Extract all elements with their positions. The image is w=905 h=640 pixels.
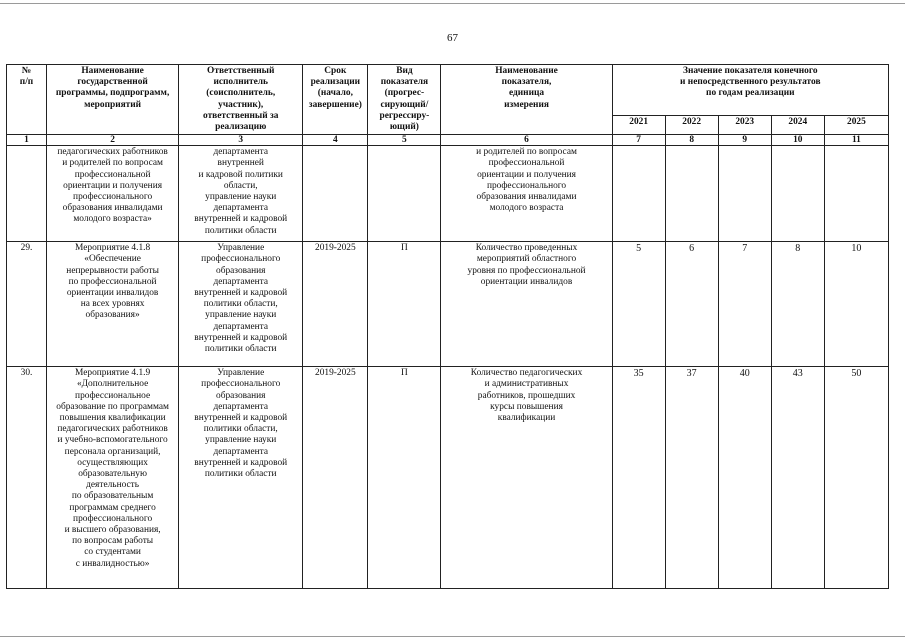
header-year: 2024 [771, 115, 824, 135]
row-responsible: Управление профессионального образования департамента внутренней и кадровой политики области, управление науки департамента внутренней и кадровой политики области [179, 242, 303, 367]
row-value: 50 [824, 367, 888, 589]
row-program-name: Мероприятие 4.1.8 «Обеспечение непрерывности работы по профессиональной ориентации инвалидов на всех уровнях образования» [47, 242, 179, 367]
header-responsible: Ответственный исполнитель (соисполнитель, участник), ответственный за реализацию [179, 65, 303, 135]
header-year: 2021 [612, 115, 665, 135]
row-period: 2019-2025 [303, 242, 368, 367]
row-value: 40 [718, 367, 771, 589]
column-number: 9 [718, 135, 771, 146]
row-program-name: Мероприятие 4.1.9 «Дополнительное профессиональное образование по программам повышения квалификации педагогических работников и учебно-вспомогательного персонала организаций, осуществляющих образовательную деятельность по образовательным программам среднего профессионального и высшего образования, по вопросам работы со студентами с инвалидностью» [47, 367, 179, 589]
page-number: 67 [447, 32, 458, 44]
table-row [7, 146, 889, 242]
header-values-group: Значение показателя конечного и непосредственного результатов по годам реализации [612, 65, 888, 116]
row-value: 8 [771, 242, 824, 367]
row-indicator-kind: П [368, 242, 441, 367]
column-number: 3 [179, 135, 303, 146]
column-number: 10 [771, 135, 824, 146]
row-value [824, 146, 888, 242]
row-responsible: департамента внутренней и кадровой политики области, управление науки департамента внутренней и кадровой политики области [179, 146, 303, 242]
column-number: 6 [441, 135, 612, 146]
header-year: 2023 [718, 115, 771, 135]
table-row [7, 367, 889, 589]
bottom-scan-edge [0, 636, 905, 637]
row-value: 35 [612, 367, 665, 589]
column-number: 11 [824, 135, 888, 146]
row-indicator-name: и родителей по вопросам профессиональной ориентации и получения профессионального образования инвалидами молодого возраста [441, 146, 612, 242]
column-numbers-row [7, 135, 889, 146]
row-value [612, 146, 665, 242]
header-indicator-name: Наименование показателя, единица измерения [441, 65, 612, 135]
row-indicator-kind: П [368, 367, 441, 589]
row-responsible: Управление профессионального образования департамента внутренней и кадровой политики области, управление науки департамента внутренней и кадровой политики области [179, 367, 303, 589]
row-indicator-kind [368, 146, 441, 242]
header-period: Срок реализации (начало, завершение) [303, 65, 368, 135]
header-row [7, 65, 889, 116]
header-indicator-kind: Вид показателя (прогрес- сирующий/ регрессиру- ющий) [368, 65, 441, 135]
column-number: 8 [665, 135, 718, 146]
row-program-name: педагогических работников и родителей по вопросам профессиональной ориентации и получения профессионального образования инвалидами молодого возраста» [47, 146, 179, 242]
row-value: 43 [771, 367, 824, 589]
row-value: 7 [718, 242, 771, 367]
row-value [665, 146, 718, 242]
column-number: 2 [47, 135, 179, 146]
row-value: 10 [824, 242, 888, 367]
row-number [7, 146, 47, 242]
row-number: 30. [7, 367, 47, 589]
row-value [718, 146, 771, 242]
column-number: 5 [368, 135, 441, 146]
header-year: 2025 [824, 115, 888, 135]
header-number: № п/п [7, 65, 47, 135]
indicators-table [6, 64, 889, 589]
column-number: 1 [7, 135, 47, 146]
header-program-name: Наименование государственной программы, подпрограмм, мероприятий [47, 65, 179, 135]
row-indicator-name: Количество педагогических и административных работников, прошедших курсы повышения квалификации [441, 367, 612, 589]
row-period: 2019-2025 [303, 367, 368, 589]
row-value [771, 146, 824, 242]
table-row [7, 242, 889, 367]
column-number: 4 [303, 135, 368, 146]
row-number: 29. [7, 242, 47, 367]
row-period [303, 146, 368, 242]
header-year: 2022 [665, 115, 718, 135]
column-number: 7 [612, 135, 665, 146]
row-value: 37 [665, 367, 718, 589]
row-value: 5 [612, 242, 665, 367]
row-value: 6 [665, 242, 718, 367]
top-scan-edge [0, 3, 905, 4]
row-indicator-name: Количество проведенных мероприятий областного уровня по профессиональной ориентации инвалидов [441, 242, 612, 367]
